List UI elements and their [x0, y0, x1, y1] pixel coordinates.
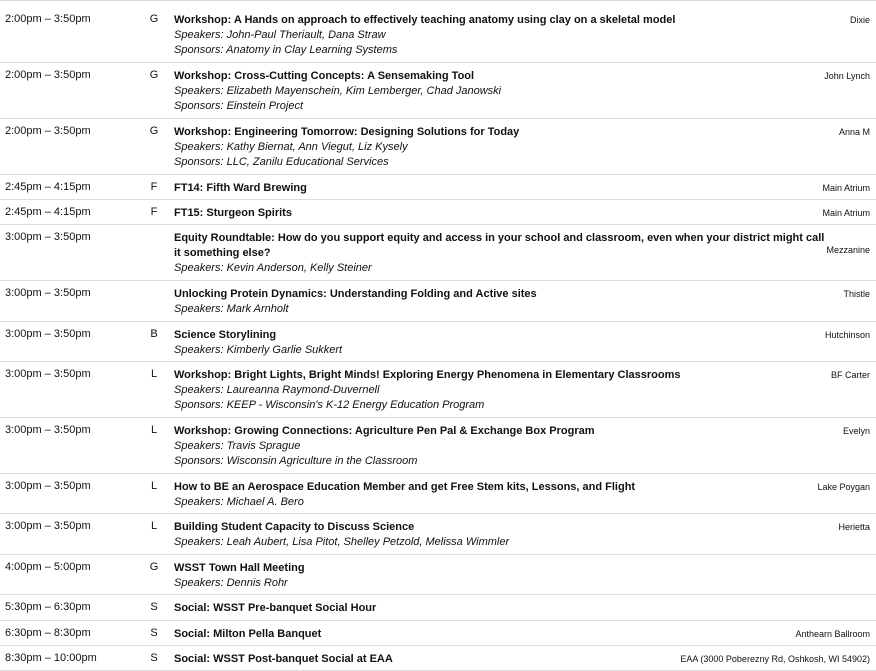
session-row [0, 322, 876, 362]
session-time: 3:00pm – 3:50pm [5, 520, 91, 532]
session-content [174, 480, 826, 510]
session-sponsors: Sponsors: KEEP - Wisconsin's K-12 Energy Education Program [174, 399, 485, 411]
session-row [0, 7, 876, 63]
session-time: 3:00pm – 3:50pm [5, 368, 91, 380]
session-row [0, 621, 876, 646]
session-time: 5:30pm – 6:30pm [5, 601, 91, 613]
session-track: L [150, 424, 158, 436]
session-title: Workshop: Bright Lights, Bright Minds! Exploring Energy Phenomena in Elementary Classrooms [174, 369, 681, 381]
session-room: Hutchinson [824, 330, 870, 340]
session-title: Equity Roundtable: How do you support equity and access in your school and classroom, even when your district might call it something else? [174, 232, 825, 259]
session-speakers: Speakers: Kimberly Garlie Sukkert [174, 344, 343, 356]
session-time: 3:00pm – 3:50pm [5, 480, 91, 492]
session-time: 3:00pm – 3:50pm [5, 328, 91, 340]
session-room: Herietta [838, 522, 870, 532]
session-time: 3:00pm – 3:50pm [5, 231, 91, 243]
session-time: 2:00pm – 3:50pm [5, 13, 91, 25]
session-sponsors: Sponsors: Wisconsin Agriculture in the Classroom [174, 455, 418, 467]
session-row [0, 119, 876, 175]
session-room: EAA (3000 Poberezny Rd, Oshkosh, WI 54902) [680, 654, 870, 664]
session-room: Lake Poygan [817, 482, 870, 492]
session-title: Workshop: Cross-Cutting Concepts: A Sensemaking Tool [174, 70, 475, 82]
session-track: L [150, 480, 158, 492]
session-content [174, 627, 826, 642]
session-content [174, 328, 826, 358]
session-speakers: Speakers: Travis Sprague [174, 440, 301, 452]
session-time: 2:00pm – 3:50pm [5, 69, 91, 81]
session-room: Thistle [843, 289, 870, 299]
session-sponsors: Sponsors: Anatomy in Clay Learning Systems [174, 44, 398, 56]
session-track: G [149, 125, 159, 137]
session-time: 6:30pm – 8:30pm [5, 627, 91, 639]
session-row [0, 646, 876, 671]
session-title: Science Storylining [174, 329, 277, 341]
session-time: 3:00pm – 3:50pm [5, 424, 91, 436]
session-time: 2:45pm – 4:15pm [5, 206, 91, 218]
session-track: F [150, 181, 158, 193]
session-speakers: Speakers: Kevin Anderson, Kelly Steiner [174, 262, 372, 274]
session-time: 2:45pm – 4:15pm [5, 181, 91, 193]
session-room: Main Atrium [822, 208, 870, 218]
session-row [0, 362, 876, 418]
session-sponsors: Sponsors: Einstein Project [174, 100, 304, 112]
session-content [174, 206, 826, 221]
session-sponsors: Sponsors: LLC, Zanilu Educational Services [174, 156, 389, 168]
session-track: G [149, 561, 159, 573]
session-title: FT15: Sturgeon Spirits [174, 207, 292, 219]
session-track: L [150, 368, 158, 380]
session-row [0, 63, 876, 119]
session-track: L [150, 520, 158, 532]
session-speakers: Speakers: Mark Arnholt [174, 303, 289, 315]
session-room: Anna M [838, 127, 870, 137]
session-room: Main Atrium [822, 183, 870, 193]
session-content [174, 520, 826, 550]
session-room: Anthearn Ballroom [795, 629, 870, 639]
session-title: Workshop: Growing Connections: Agriculture Pen Pal & Exchange Box Program [174, 425, 595, 437]
session-row [0, 555, 876, 595]
session-room: John Lynch [824, 71, 870, 81]
session-track: S [150, 652, 158, 664]
session-title: FT14: Fifth Ward Brewing [174, 182, 307, 194]
session-speakers: Speakers: Kathy Biernat, Ann Viegut, Liz Kysely [174, 141, 408, 153]
session-speakers: Speakers: Michael A. Bero [174, 496, 304, 508]
session-time: 4:00pm – 5:00pm [5, 561, 91, 573]
session-content [174, 561, 826, 591]
session-room: Evelyn [842, 426, 870, 436]
session-track: G [149, 69, 159, 81]
session-row [0, 595, 876, 621]
session-room: Dixie [849, 15, 870, 25]
session-content [174, 287, 826, 317]
session-track: S [150, 601, 158, 613]
session-title: WSST Town Hall Meeting [174, 562, 305, 574]
session-title: How to BE an Aerospace Education Member and get Free Stem kits, Lessons, and Flight [174, 481, 636, 493]
session-time: 8:30pm – 10:00pm [5, 652, 97, 664]
session-time: 2:00pm – 3:50pm [5, 125, 91, 137]
session-title: Social: WSST Post-banquet Social at EAA [174, 653, 393, 665]
session-room: BF Carter [830, 370, 870, 380]
session-title: Building Student Capacity to Discuss Science [174, 521, 415, 533]
session-room: Mezzanine [826, 245, 870, 255]
session-title: Workshop: A Hands on approach to effectively teaching anatomy using clay on a skeletal model [174, 14, 676, 26]
session-content [174, 125, 826, 170]
session-time: 3:00pm – 3:50pm [5, 287, 91, 299]
session-track: F [150, 206, 158, 218]
session-row [0, 514, 876, 555]
session-row [0, 474, 876, 514]
session-content [174, 231, 826, 276]
session-content [174, 424, 826, 469]
session-row [0, 225, 876, 281]
session-content [174, 13, 826, 58]
session-speakers: Speakers: Dennis Rohr [174, 577, 288, 589]
session-row [0, 418, 876, 474]
session-row [0, 175, 876, 200]
session-title: Social: WSST Pre-banquet Social Hour [174, 602, 377, 614]
session-speakers: Speakers: John-Paul Theriault, Dana Straw [174, 29, 386, 41]
session-title: Unlocking Protein Dynamics: Understanding Folding and Active sites [174, 288, 537, 300]
session-track: G [149, 13, 159, 25]
session-content [174, 69, 826, 114]
session-track: S [150, 627, 158, 639]
session-title: Workshop: Engineering Tomorrow: Designing Solutions for Today [174, 126, 520, 138]
session-content [174, 601, 826, 616]
session-row [0, 200, 876, 225]
session-content [174, 181, 826, 196]
session-speakers: Speakers: Leah Aubert, Lisa Pitot, Shelley Petzold, Melissa Wimmler [174, 536, 510, 548]
session-speakers: Speakers: Laureanna Raymond-Duvernell [174, 384, 380, 396]
session-row [0, 281, 876, 322]
session-content [174, 368, 826, 413]
session-speakers: Speakers: Elizabeth Mayenschein, Kim Lemberger, Chad Janowski [174, 85, 502, 97]
session-track: B [150, 328, 158, 340]
session-title: Social: Milton Pella Banquet [174, 628, 322, 640]
